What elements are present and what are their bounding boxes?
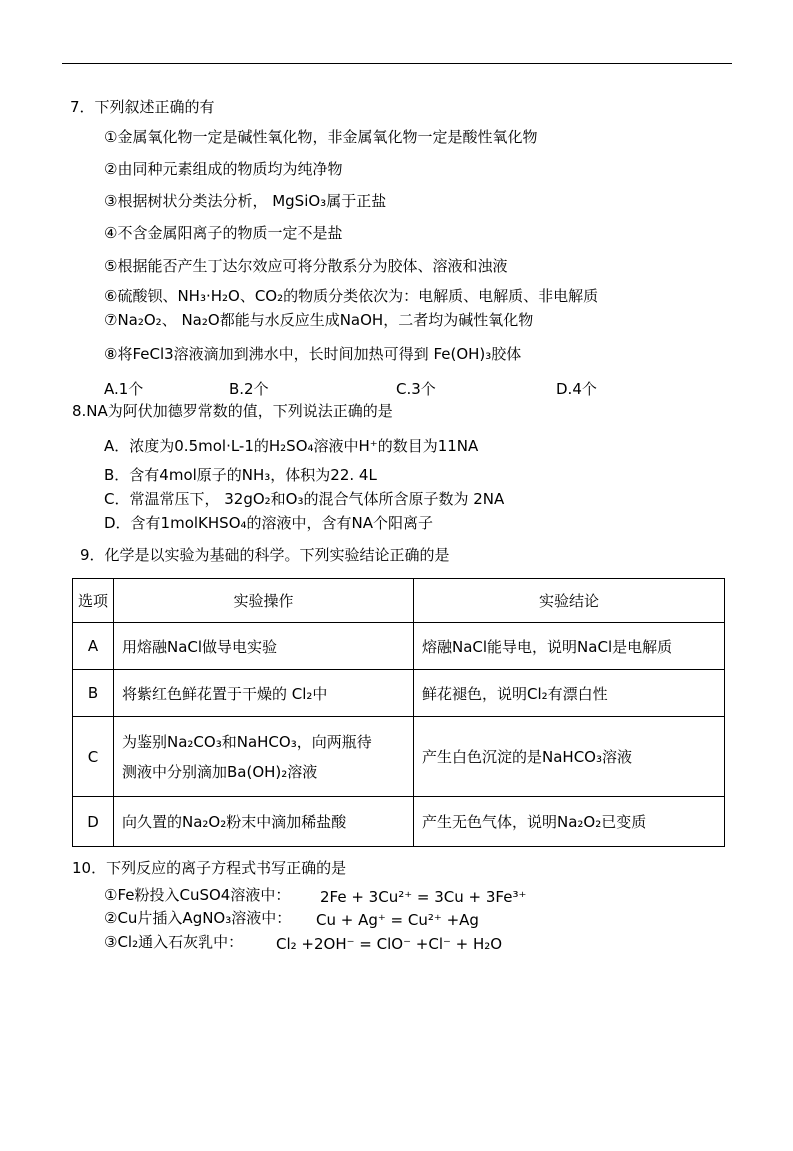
q8-option-b: B．含有4mol原子的NH₃，体积为22. 4L	[104, 466, 377, 484]
row-option: B	[73, 670, 114, 717]
q7-option-d: D.4个	[556, 380, 597, 398]
row-option: C	[73, 717, 114, 797]
q9-stem: 9．化学是以实验为基础的科学。下列实验结论正确的是	[80, 546, 450, 564]
q7-item-8: ⑧将FeCl3溶液滴加到沸水中，长时间加热可得到 Fe(OH)₃胶体	[104, 345, 522, 363]
row-conclusion: 产生无色气体，说明Na₂O₂已变质	[414, 797, 725, 847]
header-operation: 实验操作	[114, 579, 414, 623]
q8-stem: 8.NA为阿伏加德罗常数的值，下列说法正确的是	[72, 402, 393, 420]
q7-item-4: ④不含金属阳离子的物质一定不是盐	[104, 224, 343, 242]
table-header-row	[73, 579, 725, 623]
header-rule	[62, 63, 732, 64]
row-option: D	[73, 797, 114, 847]
row-conclusion: 鲜花褪色，说明Cl₂有漂白性	[414, 670, 725, 717]
q7-item-3: ③根据树状分类法分析， MgSiO₃属于正盐	[104, 192, 387, 210]
row-operation-line-2: 测液中分别滴加Ba(OH)₂溶液	[122, 762, 318, 781]
q10-item-2-label: ②Cu片插入AgNO₃溶液中：	[104, 909, 292, 927]
q8-option-d: D．含有1molKHSO₄的溶液中，含有NA个阳离子	[104, 514, 433, 532]
header-conclusion: 实验结论	[414, 579, 725, 623]
row-operation-line-1: 为鉴别Na₂CO₃和NaHCO₃，向两瓶待	[122, 732, 372, 751]
q10-item-3-label: ③Cl₂通入石灰乳中：	[104, 933, 244, 951]
row-operation	[114, 717, 414, 797]
row-operation: 用熔融NaCl做导电实验	[114, 623, 414, 670]
q7-item-5: ⑤根据能否产生丁达尔效应可将分散系分为胶体、溶液和浊液	[104, 257, 508, 275]
row-conclusion: 产生白色沉淀的是NaHCO₃溶液	[414, 717, 725, 797]
q7-option-c: C.3个	[396, 380, 436, 398]
q10-item-1-equation: 2Fe + 3Cu²⁺ = 3Cu + 3Fe³⁺	[320, 888, 527, 906]
q7-item-1: ①金属氧化物一定是碱性氧化物，非金属氧化物一定是酸性氧化物	[104, 128, 538, 146]
table-row	[73, 717, 725, 797]
q7-item-6: ⑥硫酸钡、NH₃·H₂O、CO₂的物质分类依次为：电解质、电解质、非电解质	[104, 287, 599, 305]
q10-stem: 10．下列反应的离子方程式书写正确的是	[72, 859, 347, 877]
header-option: 选项	[73, 579, 114, 623]
q7-option-b: B.2个	[229, 380, 269, 398]
q8-option-a: A．浓度为0.5mol·L-1的H₂SO₄溶液中H⁺的数目为11NA	[104, 437, 479, 455]
q7-item-7: ⑦Na₂O₂、 Na₂O都能与水反应生成NaOH，二者均为碱性氧化物	[104, 311, 534, 329]
q8-option-c: C．常温常压下， 32gO₂和O₃的混合气体所含原子数为 2NA	[104, 490, 505, 508]
table-row	[73, 623, 725, 670]
q10-item-1-label: ①Fe粉投入CuSO4溶液中：	[104, 886, 291, 904]
table-row	[73, 670, 725, 717]
q7-stem: 7．下列叙述正确的有	[70, 98, 215, 116]
q7-option-a: A.1个	[104, 380, 144, 398]
row-conclusion: 熔融NaCl能导电，说明NaCl是电解质	[414, 623, 725, 670]
table-row	[73, 797, 725, 847]
row-operation: 将紫红色鲜花置于干燥的 Cl₂中	[114, 670, 414, 717]
q9-table	[72, 578, 725, 847]
row-operation: 向久置的Na₂O₂粉末中滴加稀盐酸	[114, 797, 414, 847]
q10-item-3-equation: Cl₂ +2OH⁻ = ClO⁻ +Cl⁻ + H₂O	[276, 935, 503, 953]
row-option: A	[73, 623, 114, 670]
q10-item-2-equation: Cu + Ag⁺ = Cu²⁺ +Ag	[316, 911, 479, 929]
q7-item-2: ②由同种元素组成的物质均为纯净物	[104, 160, 343, 178]
